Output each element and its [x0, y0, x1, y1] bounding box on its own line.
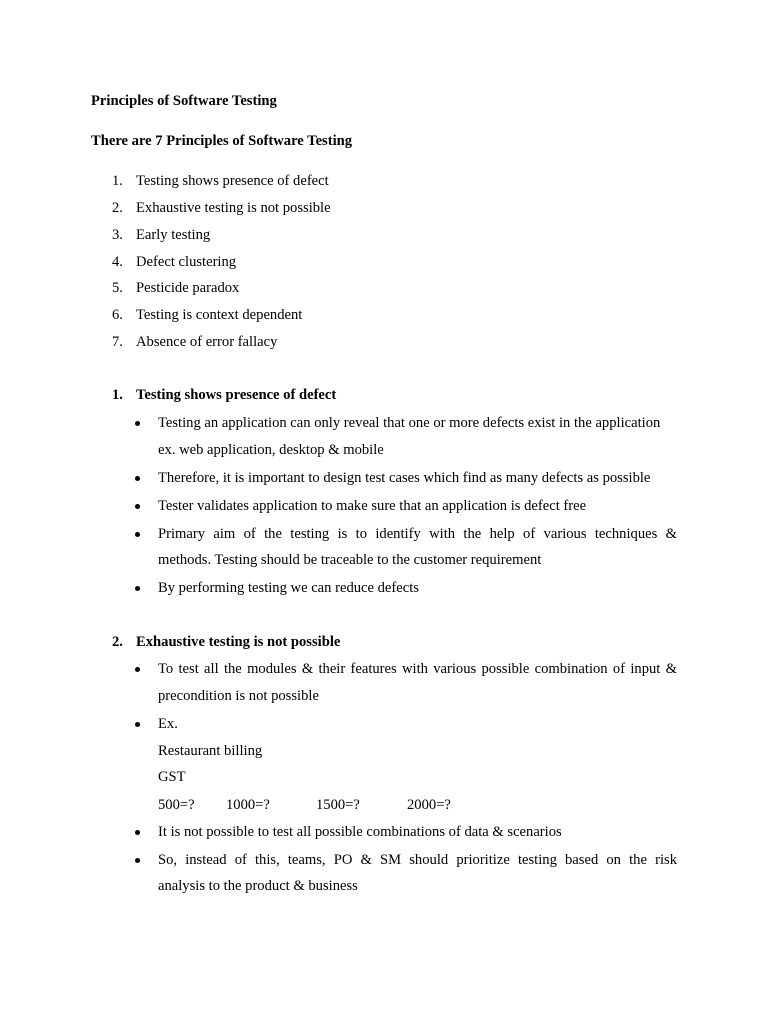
example-text: GST	[158, 769, 186, 785]
bullet-text-continuation: methods. Testing should be traceable to the customer requirement	[158, 552, 542, 568]
example-text: Restaurant billing	[158, 743, 263, 759]
bullet-text: By performing testing we can reduce defects	[158, 580, 419, 596]
list-item: Early testing	[136, 227, 211, 243]
list-item-number: 4.	[112, 254, 123, 270]
list-item: Testing is context dependent	[136, 307, 303, 323]
section-number: 1.	[112, 387, 123, 403]
bullet-icon	[135, 532, 140, 537]
bullet-text-continuation: ex. web application, desktop & mobile	[158, 442, 384, 458]
list-item: Absence of error fallacy	[136, 334, 278, 350]
bullet-icon	[135, 504, 140, 509]
bullet-icon	[135, 586, 140, 591]
section-number: 2.	[112, 634, 123, 650]
example-value: 2000=?	[407, 797, 451, 813]
bullet-icon	[135, 476, 140, 481]
example-value: 1500=?	[316, 797, 360, 813]
list-item-number: 3.	[112, 227, 123, 243]
bullet-text: Therefore, it is important to design test cases which find as many defects as possible	[158, 470, 651, 486]
bullet-text: It is not possible to test all possible combinations of data & scenarios	[158, 824, 562, 840]
bullet-icon	[135, 421, 140, 426]
example-value: 1000=?	[226, 797, 270, 813]
bullet-icon	[135, 830, 140, 835]
list-item: Pesticide paradox	[136, 280, 240, 296]
bullet-text: Primary aim of the testing is to identify with the help of various techniques &	[158, 526, 677, 542]
bullet-text-continuation: precondition is not possible	[158, 688, 319, 704]
list-item-number: 2.	[112, 200, 123, 216]
page-subtitle: There are 7 Principles of Software Testing	[91, 133, 353, 149]
bullet-icon	[135, 858, 140, 863]
bullet-icon	[135, 667, 140, 672]
bullet-text: Ex.	[158, 716, 178, 732]
bullet-text-continuation: analysis to the product & business	[158, 878, 358, 894]
list-item: Testing shows presence of defect	[136, 173, 329, 189]
list-item-number: 6.	[112, 307, 123, 323]
bullet-text: To test all the modules & their features with various possible combination of input &	[158, 661, 677, 677]
list-item-number: 7.	[112, 334, 123, 350]
bullet-text: Tester validates application to make sure that an application is defect free	[158, 498, 587, 514]
example-value: 500=?	[158, 797, 195, 813]
bullet-text: Testing an application can only reveal that one or more defects exist in the application	[158, 415, 661, 431]
page-title: Principles of Software Testing	[91, 93, 277, 109]
section-heading: Testing shows presence of defect	[136, 387, 337, 403]
list-item-number: 5.	[112, 280, 123, 296]
list-item-number: 1.	[112, 173, 123, 189]
bullet-text: So, instead of this, teams, PO & SM should prioritize testing based on the risk	[158, 852, 677, 868]
list-item: Defect clustering	[136, 254, 237, 270]
bullet-icon	[135, 722, 140, 727]
section-heading: Exhaustive testing is not possible	[136, 634, 341, 650]
list-item: Exhaustive testing is not possible	[136, 200, 331, 216]
